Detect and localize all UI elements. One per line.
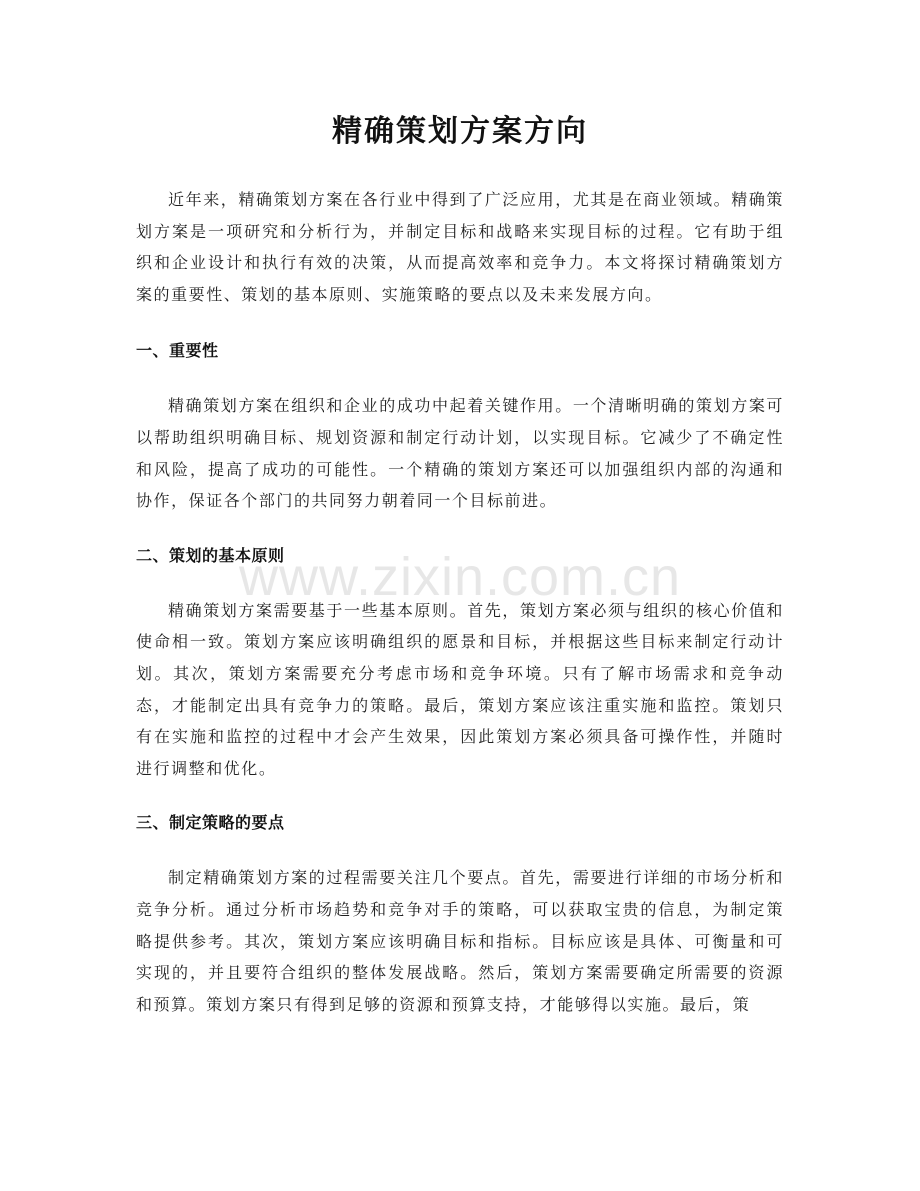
section-heading-importance: 一、重要性 [136,341,219,361]
section-heading-strategy-points: 三、制定策略的要点 [136,813,285,833]
section-heading-principles: 二、策划的基本原则 [136,545,285,565]
watermark: www.zixin.com.cn [238,547,682,607]
section-paragraph-strategy-points: 制定精确策划方案的过程需要关注几个要点。首先，需要进行详细的市场分析和竞争分析。通过分析市场趋势和竞争对手的策略，可以获取宝贵的信息，为制定策略提供参考。其次，策划方案应该明确目标和指标。目标应该是具体、可衡量和可实现的，并且要符合组织的整体发展战略。然后，策划方案需要确定所需要的资源和预算。策划方案只有得到足够的资源和预算支持，才能够得以实施。最后，策 [136,868,784,1014]
section-paragraph-principles: 精确策划方案需要基于一些基本原则。首先，策划方案必须与组织的核心价值和使命相一致。策划方案应该明确组织的愿景和目标，并根据这些目标来制定行动计划。其次，策划方案需要充分考虑市场和竞争环境。只有了解市场需求和竞争动态，才能制定出具有竞争力的策略。最后，策划方案应该注重实施和监控。策划只有在实施和监控的过程中才会产生效果，因此策划方案必须具备可操作性，并随时进行调整和优化。 [136,600,784,778]
document-title: 精确策划方案方向 [332,114,588,149]
section-paragraph-importance: 精确策划方案在组织和企业的成功中起着关键作用。一个清晰明确的策划方案可以帮助组织明确目标、规划资源和制定行动计划，以实现目标。它减少了不确定性和风险，提高了成功的可能性。一个精确的策划方案还可以加强组织内部的沟通和协作，保证各个部门的共同努力朝着同一个目标前进。 [136,396,784,511]
document-body [136,184,784,1020]
intro-paragraph: 近年来，精确策划方案在各行业中得到了广泛应用，尤其是在商业领域。精确策划方案是一项研究和分析行为，并制定目标和战略来实现目标的过程。它有助于组织和企业设计和执行有效的决策，从而提高效率和竞争力。本文将探讨精确策划方案的重要性、策划的基本原则、实施策略的要点以及未来发展方向。 [136,190,784,304]
